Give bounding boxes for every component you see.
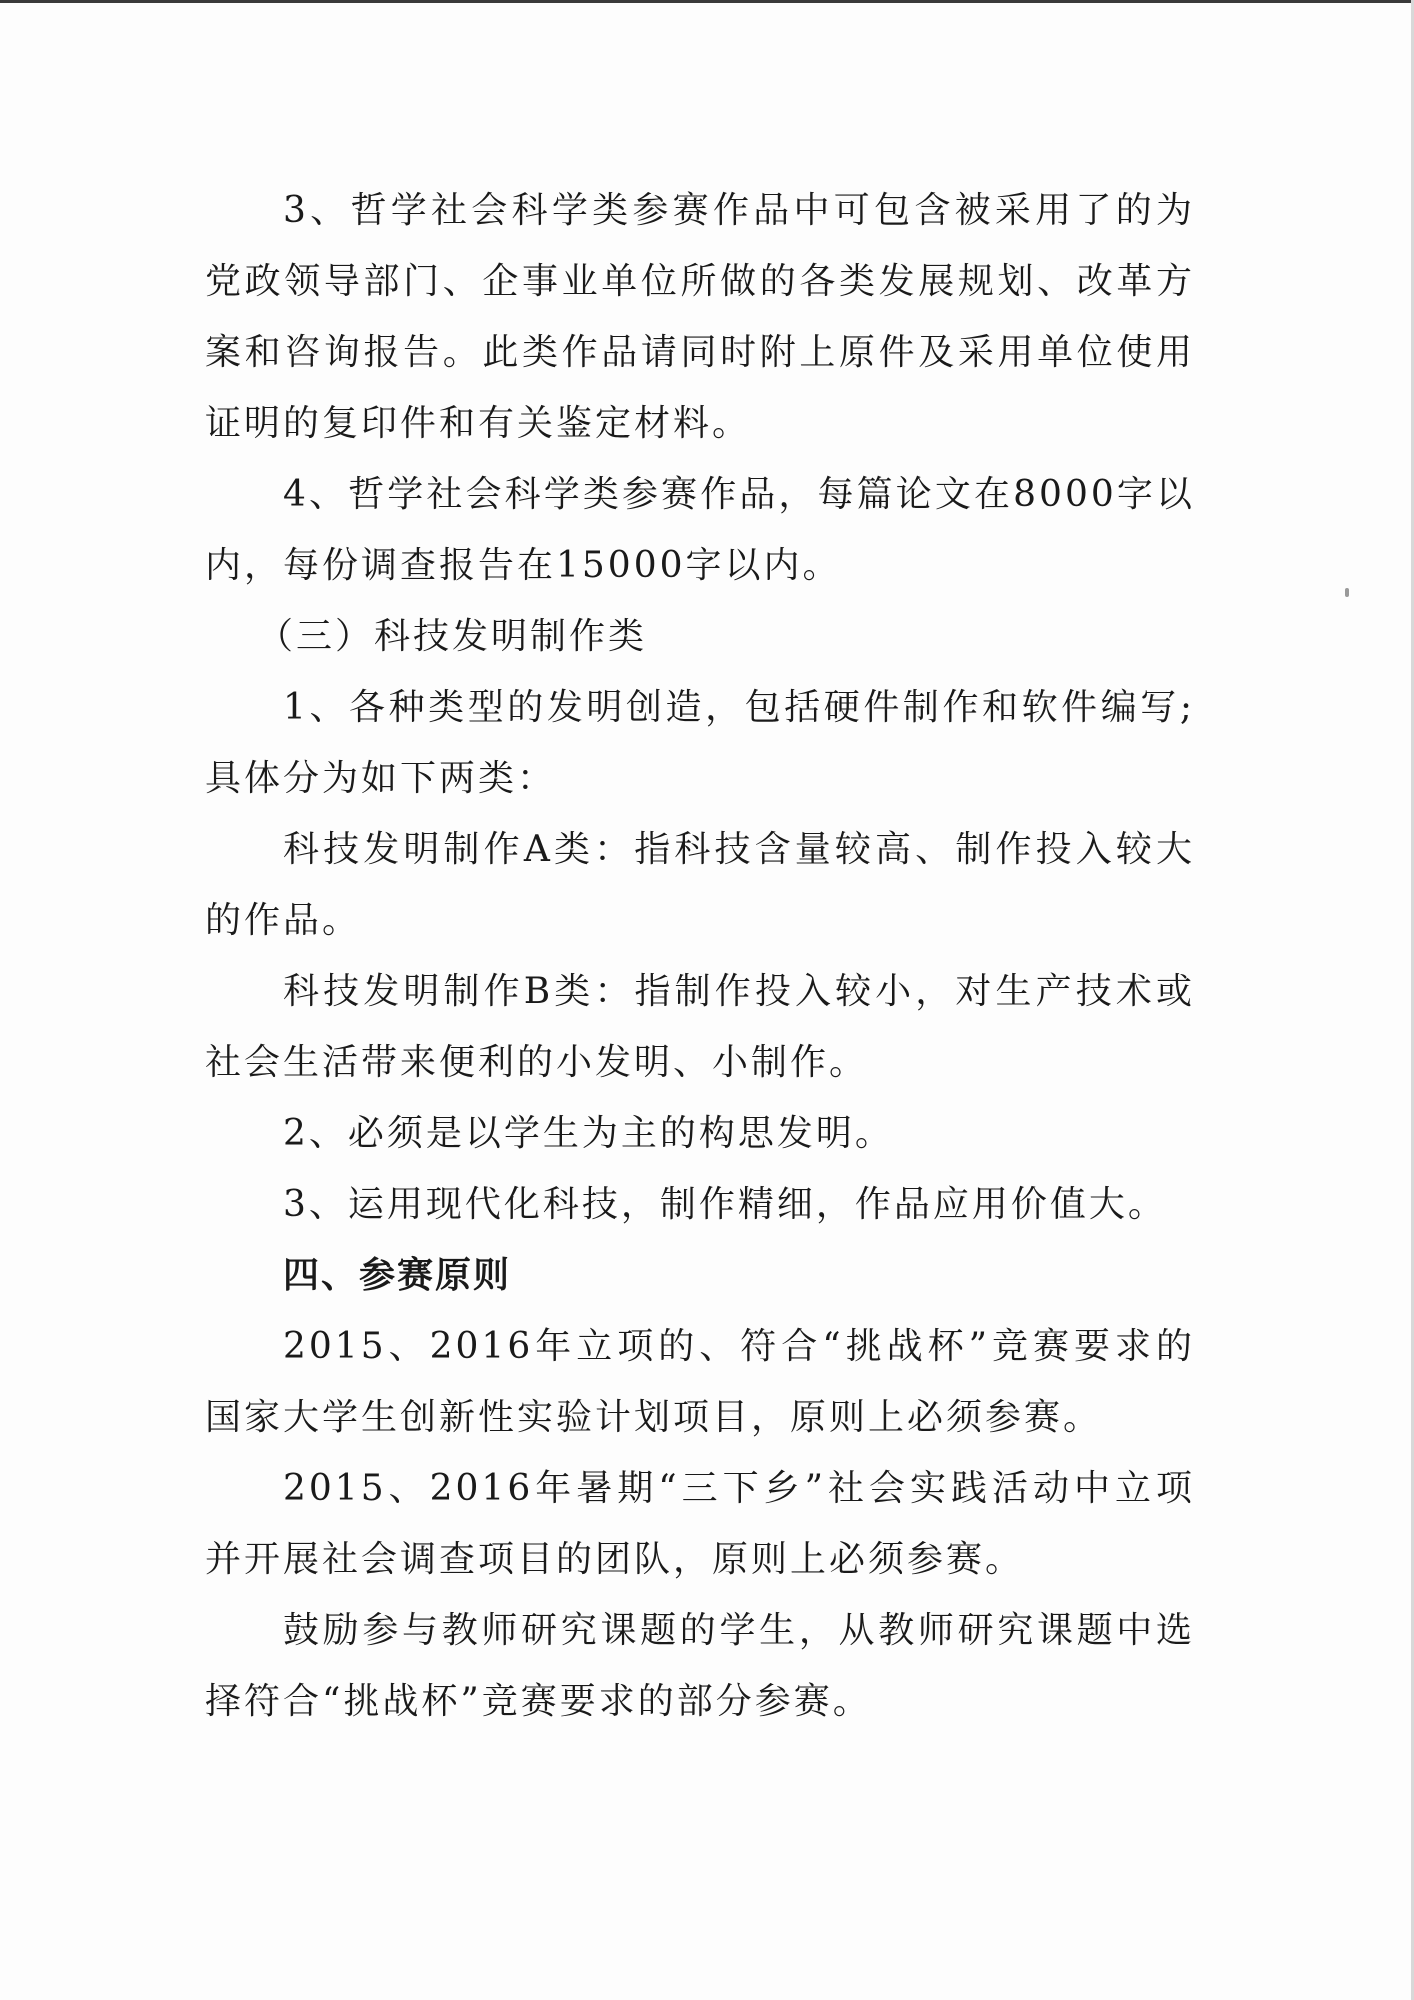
paragraph-principle-3: 鼓励参与教师研究课题的学生，从教师研究课题中选择符合“挑战杯”竞赛要求的部分参赛。 <box>205 1610 1195 1722</box>
scan-speck <box>1345 588 1349 597</box>
paragraph-tech-item-2: 2、必须是以学生为主的构思发明。 <box>283 1113 894 1154</box>
paragraph-item-3: 3、哲学社会科学类参赛作品中可包含被采用了的为党政领导部门、企事业单位所做的各类发展规划、改革方案和咨询报告。此类作品请同时附上原件及采用单位使用证明的复印件和有关鉴定材料。 <box>205 190 1195 444</box>
paragraph-principle-2: 2015、2016年暑期“三下乡”社会实践活动中立项并开展社会调查项目的团队，原则上必须参赛。 <box>205 1468 1195 1580</box>
section-heading-principles: 四、参赛原则 <box>283 1254 512 1296</box>
paragraph-item-4: 4、哲学社会科学类参赛作品，每篇论文在8000字以内，每份调查报告在15000字以内。 <box>205 474 1195 586</box>
paragraph-tech-class-b: 科技发明制作B类：指制作投入较小，对生产技术或社会生活带来便利的小发明、小制作。 <box>205 971 1195 1083</box>
document-body <box>205 175 1195 1737</box>
scan-top-edge <box>0 0 1414 3</box>
section-heading-tech: （三）科技发明制作类 <box>257 616 648 657</box>
paragraph-principle-1: 2015、2016年立项的、符合“挑战杯”竞赛要求的国家大学生创新性实验计划项目，原则上必须参赛。 <box>205 1326 1195 1438</box>
paragraph-tech-item-1: 1、各种类型的发明创造，包括硬件制作和软件编写;具体分为如下两类： <box>205 687 1195 799</box>
paragraph-tech-class-a: 科技发明制作A类：指科技含量较高、制作投入较大的作品。 <box>205 829 1195 941</box>
paragraph-tech-item-3: 3、运用现代化科技，制作精细，作品应用价值大。 <box>283 1184 1167 1225</box>
